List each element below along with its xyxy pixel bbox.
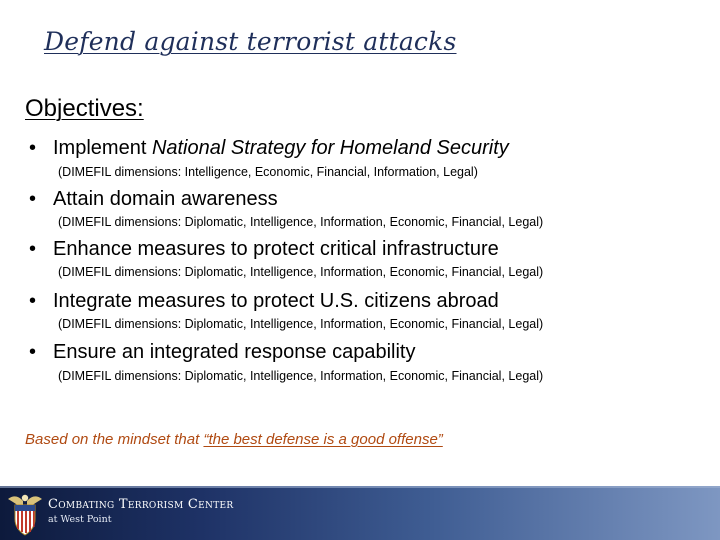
bullet-item: [29, 188, 278, 211]
bullet-dot-icon: •: [29, 290, 37, 312]
mindset-prefix: Based on the mindset that: [25, 431, 204, 448]
bullet-dot-icon: •: [29, 188, 37, 210]
org-name: Combating Terrorism Center: [48, 497, 234, 512]
bullet-text: Implement: [53, 137, 152, 159]
bullet-dot-icon: •: [29, 341, 37, 363]
mindset-statement: [25, 431, 443, 448]
bullet-text: Integrate measures to protect U.S. citizens abroad: [53, 290, 499, 312]
bullet-subtext: (DIMEFIL dimensions: Diplomatic, Intelligence, Information, Economic, Financial, Legal): [58, 369, 544, 383]
bullet-dot-icon: •: [29, 238, 37, 260]
bullet-text: Attain domain awareness: [53, 188, 278, 210]
mindset-quote: “the best defense is a good offense”: [203, 431, 443, 448]
bullet-text-italic: National Strategy for Homeland Security: [151, 137, 509, 159]
bullet-subtext: (DIMEFIL dimensions: Diplomatic, Intelligence, Information, Economic, Financial, Legal): [58, 215, 544, 229]
bullet-subtext: (DIMEFIL dimensions: Intelligence, Economic, Financial, Information, Legal): [58, 165, 478, 179]
bullet-item: [29, 341, 415, 364]
bullet-subtext: (DIMEFIL dimensions: Diplomatic, Intelligence, Information, Economic, Financial, Legal): [58, 317, 544, 331]
slide-title: Defend against terrorist attacks: [44, 27, 457, 56]
west-point-seal-icon: [6, 489, 44, 537]
bullet-text: Enhance measures to protect critical infrastructure: [53, 238, 499, 260]
bullet-item: [29, 137, 509, 160]
bullet-subtext: (DIMEFIL dimensions: Diplomatic, Intelligence, Information, Economic, Financial, Legal): [58, 265, 544, 279]
bullet-item: [29, 290, 499, 313]
objectives-heading: Objectives:: [25, 95, 144, 122]
footer-bar: [0, 486, 720, 540]
bullet-item: [29, 238, 499, 261]
org-subtitle: at West Point: [48, 514, 112, 525]
bullet-dot-icon: •: [29, 137, 37, 159]
bullet-text: Ensure an integrated response capability: [53, 341, 416, 363]
footer-divider: [0, 486, 720, 488]
